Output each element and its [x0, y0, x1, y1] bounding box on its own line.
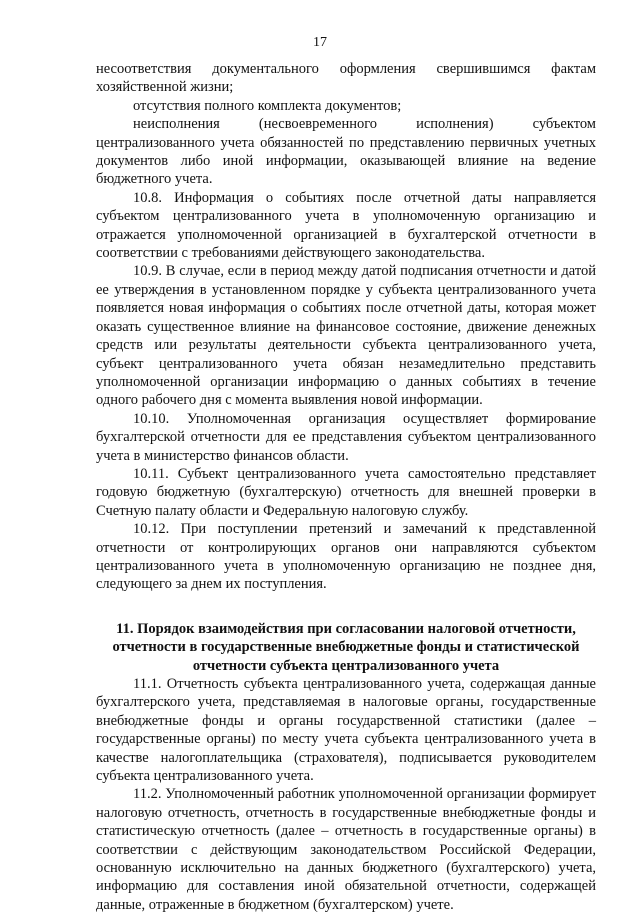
- page-number: 17: [313, 35, 327, 50]
- paragraph-10-11: 10.11. Субъект централизованного учета самостоятельно представляет годовую бюджетную (бухгалтерскую) отчетность для внешней проверки в Счетную палату области и Федеральную налоговую службу.: [96, 465, 596, 519]
- section-gap: [96, 594, 596, 604]
- paragraph-11-1: 11.1. Отчетность субъекта централизованного учета, содержащая данные бухгалтерского учета, представляемая в налоговые органы, государственные внебюджетные фонды и органы государственной статистики (далее – государственные органы) по месту учета субъекта централизованного учета в качестве налогоплательщика (страхователя), подписывается руководителем субъекта централизованного учета.: [96, 676, 596, 785]
- section-heading: 11. Порядок взаимодействия при согласовании налоговой отчетности, отчетности в государственные внебюджетные фонды и статистической отчетности субъекта централизованного учета: [112, 620, 580, 674]
- paragraph: неисполнения (несвоевременного исполнения) субъектом централизованного учета обязанностей по представлению первичных учетных документов либо иной информации, оказывающей влияние на ведение бюджетного учета.: [96, 116, 596, 188]
- page-body: [96, 60, 596, 914]
- paragraph: несоответствия документального оформления свершившимся фактам хозяйственной жизни;: [96, 61, 596, 96]
- paragraph-10-10: 10.10. Уполномоченная организация осуществляет формирование бухгалтерской отчетности для ее представления субъектом централизованного учета в министерство финансов области.: [96, 410, 596, 464]
- paragraph-10-9: 10.9. В случае, если в период между датой подписания отчетности и датой ее утверждения в установленном порядке у субъекта централизованного учета появляется новая информация о событиях после отчетной даты, которая может оказать существенное влияние на финансовое состояние, движение денежных средств или результаты деятельности субъекта централизованного учета, субъект централизованного учета обязан незамедлительно представить уполномоченной организации информацию о данных событиях в течение одного рабочего дня с момента выявления новой информации.: [96, 263, 596, 409]
- paragraph-11-2: 11.2. Уполномоченный работник уполномоченной организации формирует налоговую отчетность, отчетность в государственные внебюджетные фонды и статистическую отчетность (далее – отчетность в государственные органы) в соответствии с действующим законодательством Российской Федерации, основанную исключительно на данных бюджетного (бухгалтерского) учета, информацию для составления иной обязательной отчетности, содержащей данные, отраженные в бюджетном (бухгалтерском) учете.: [96, 786, 596, 913]
- paragraph-10-8: 10.8. Информация о событиях после отчетной даты направляется субъектом централизованного учета в уполномоченную организацию и отражается уполномоченной организацией в бухгалтерской отчетности в соответствии с требованиями действующего законодательства.: [96, 189, 596, 262]
- paragraph-10-12: 10.12. При поступлении претензий и замечаний к представленной отчетности от контролирующих органов они направляются субъектом централизованного учета в уполномоченную организацию не позднее дня, следующего за днем их поступления.: [96, 521, 596, 593]
- paragraph: отсутствия полного комплекта документов;: [133, 97, 402, 114]
